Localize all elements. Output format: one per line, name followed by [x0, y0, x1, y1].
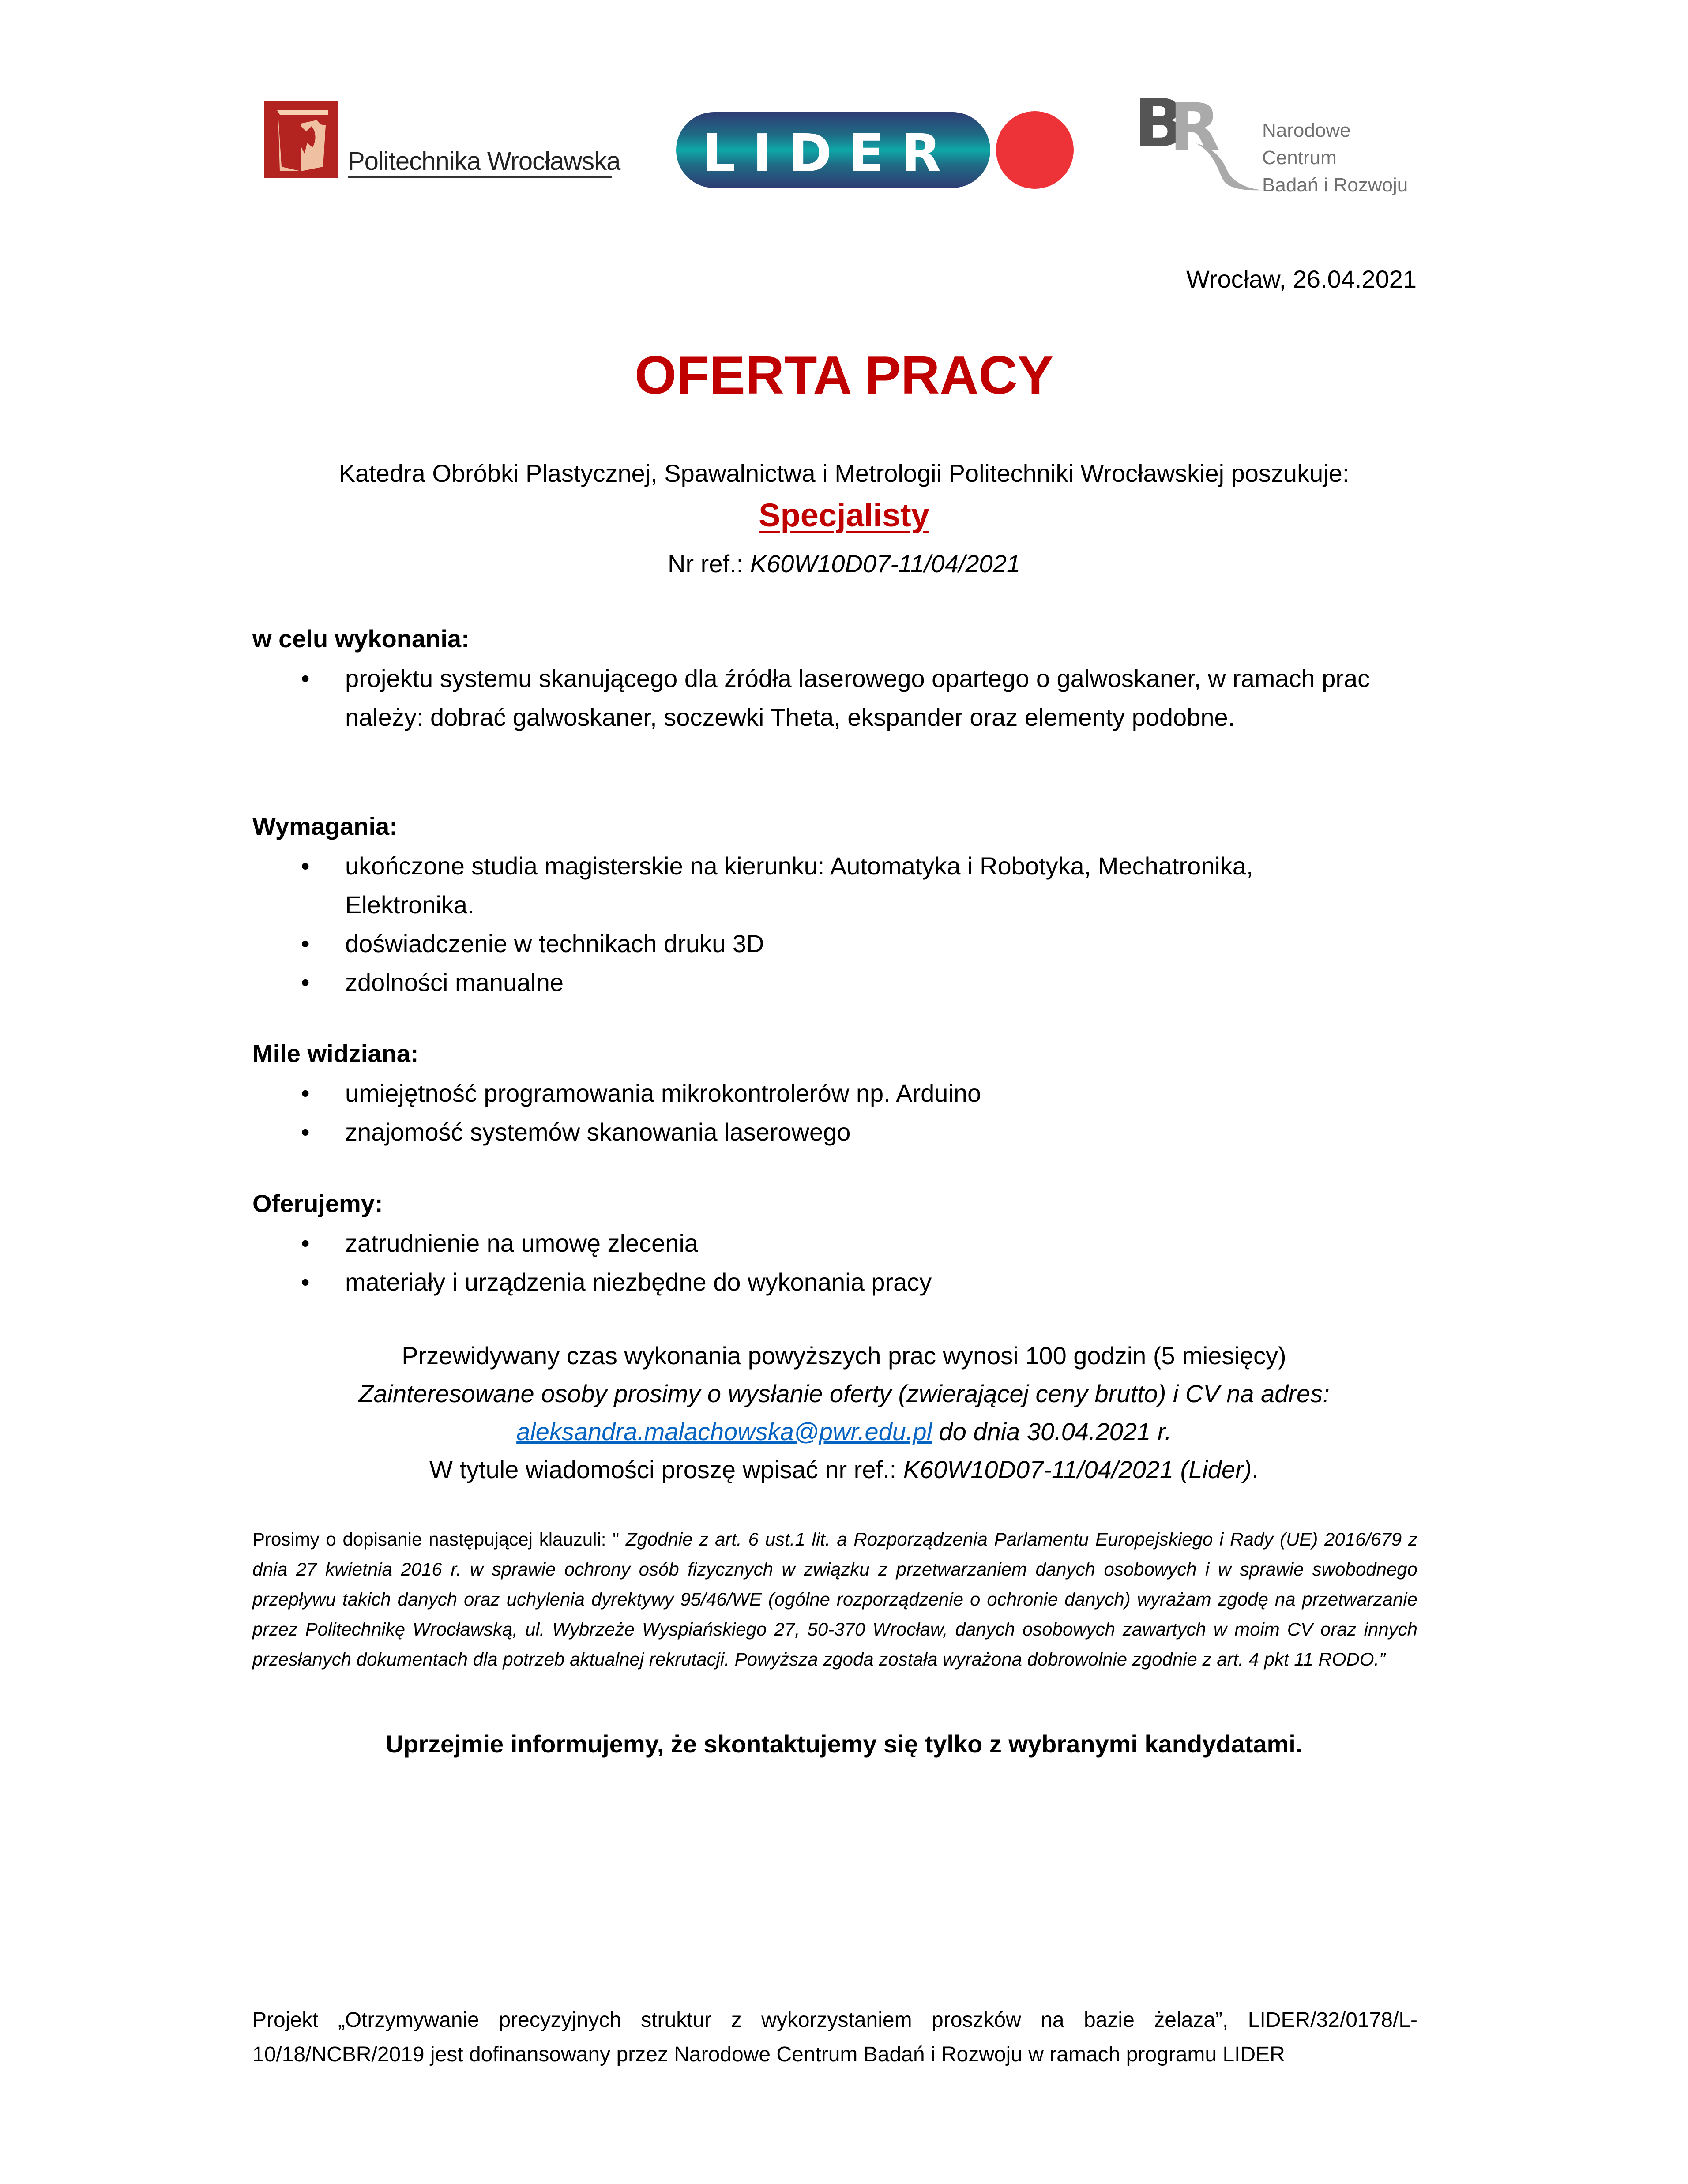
subject-line: W tytule wiadomości proszę wpisać nr ref.: K60W10D07-11/04/2021 (Lider).: [429, 1456, 1259, 1483]
offer-list: [252, 1224, 1417, 1302]
ncbr-line-2: Badań i Rozwoju: [1262, 174, 1408, 196]
ncbr-b-mark: B: [1134, 85, 1185, 162]
ref-label: Nr ref.:: [668, 550, 750, 578]
bullet-icon: •: [301, 930, 310, 957]
list-item: • doświadczenie w technikach druku 3D: [252, 924, 1417, 963]
gdpr-clause: [252, 1524, 1417, 1674]
purpose-list: [252, 659, 1417, 737]
eagle-crest-icon: [264, 101, 338, 178]
list-item: • znajomość systemów skanowania laserowego: [252, 1113, 1417, 1152]
lider-logo-text: LIDER: [703, 123, 958, 184]
duration-text: Przewidywany czas wykonania powyższych prac wynosi 100 godzin (5 miesięcy): [402, 1342, 1286, 1370]
politechnika-wroclawska-logo: [264, 101, 620, 180]
bullet-icon: •: [301, 1118, 310, 1146]
bullet-icon: •: [301, 1079, 310, 1107]
list-item: • projektu systemu skanującego dla źródła laserowego opartego o galwoskaner, w ramach prac należy: dobrać galwoskaner, soczewki Theta, ekspander oraz elementy podobne.: [252, 659, 1417, 737]
department-line: Katedra Obróbki Plastycznej, Spawalnictwa i Metrologii Politechniki Wrocławskiej poszukuje:: [338, 459, 1350, 487]
application-info: [0, 1337, 1688, 1489]
bullet-icon: •: [301, 1229, 310, 1257]
ncbr-r-mark: R: [1169, 90, 1221, 166]
ncbr-logo-text: [1262, 117, 1417, 199]
list-item: • zatrudnienie na umowę zlecenia: [252, 1224, 1417, 1263]
reference-number: [0, 549, 1688, 578]
ref-value: K60W10D07-11/04/2021: [750, 550, 1020, 578]
section-heading: Mile widziana:: [252, 1039, 419, 1067]
list-item: • ukończone studia magisterskie na kierunku: Automatyka i Robotyka, Mechatronika, Elektronika.: [252, 847, 1417, 924]
subject-ref: K60W10D07-11/04/2021 (Lider): [903, 1456, 1252, 1483]
instruction-text: Zainteresowane osoby prosimy o wysłanie oferty (zwierającej ceny brutto) i CV na adres:: [358, 1380, 1330, 1407]
email-link[interactable]: aleksandra.malachowska@pwr.edu.pl: [516, 1418, 932, 1445]
project-footer: Projekt „Otrzymywanie precyzyjnych struktur z wykorzystaniem proszków na bazie żelaza”, LIDER/32/0178/L-10/18/NCBR/2019 jest dofinansowany przez Narodowe Centrum Badań i Rozwoju w ramach programu LIDER: [252, 2008, 1417, 2066]
document-date: Wrocław, 26.04.2021: [1186, 265, 1417, 293]
contact-notice: Uprzejmie informujemy, że skontaktujemy się tylko z wybranymi kandydatami.: [385, 1730, 1303, 1758]
list-item: • umiejętność programowania mikrokontrolerów np. Arduino: [252, 1074, 1417, 1113]
email-line: [0, 1413, 1688, 1451]
ncbr-logo: [1134, 85, 1417, 196]
page-title: OFERTA PRACY: [635, 345, 1053, 405]
red-dot-icon: [996, 111, 1074, 189]
ncbr-line-1: Narodowe Centrum: [1262, 120, 1351, 169]
pwr-logo-text: Politechnika Wrocławska: [348, 147, 620, 176]
bullet-icon: •: [301, 664, 310, 692]
pwr-logo-underline: [348, 176, 612, 178]
section-heading: Oferujemy:: [252, 1190, 383, 1217]
section-heading: Wymagania:: [252, 812, 398, 840]
section-nice-to-have: [252, 1039, 1417, 1152]
list-item: • zdolności manualne: [252, 963, 1417, 1002]
section-offer: [252, 1189, 1417, 1302]
position-name: Specjalisty: [759, 497, 929, 533]
swoosh-icon: [1187, 143, 1267, 192]
requirements-list: [252, 847, 1417, 1002]
clause-text: Zgodnie z art. 6 ust.1 lit. a Rozporządzenia Parlamentu Europejskiego i Rady (UE) 2016/679 z dnia 27 kwietnia 2016 r. w sprawie ochrony osób fizycznych w związku z przetwarzaniem danych osobowych i w sprawie swobodnego przepływu takich danych oraz uchylenia dyrektywy 95/46/WE (ogólne rozporządzenie o ochronie danych) wyrażam zgodę na przetwarzanie przez Politechnikę Wrocławską, ul. Wybrzeże Wyspiańskiego 27, 50-370 Wrocław, danych osobowych zawartych w moim CV oraz innych przesłanych dokumentach dla potrzeb aktualnej rekrutacji. Powyższa zgoda została wyrażona dobrowolnie zgodnie z art. 4 pkt 11 RODO.”: [252, 1529, 1417, 1670]
section-requirements: [252, 812, 1417, 1002]
bullet-icon: •: [301, 1268, 310, 1296]
deadline-text: do dnia 30.04.2021 r.: [932, 1418, 1172, 1445]
list-item: • materiały i urządzenia niezbędne do wykonania pracy: [252, 1263, 1417, 1302]
bullet-icon: •: [301, 852, 310, 880]
nice-to-have-list: [252, 1074, 1417, 1152]
bullet-icon: •: [301, 968, 310, 996]
lider-logo: [676, 110, 1073, 190]
section-heading: w celu wykonania:: [252, 625, 470, 653]
section-purpose: [252, 624, 1417, 737]
clause-intro: Prosimy o dopisanie następującej klauzuli: ": [252, 1529, 626, 1550]
position-title: [0, 496, 1688, 534]
